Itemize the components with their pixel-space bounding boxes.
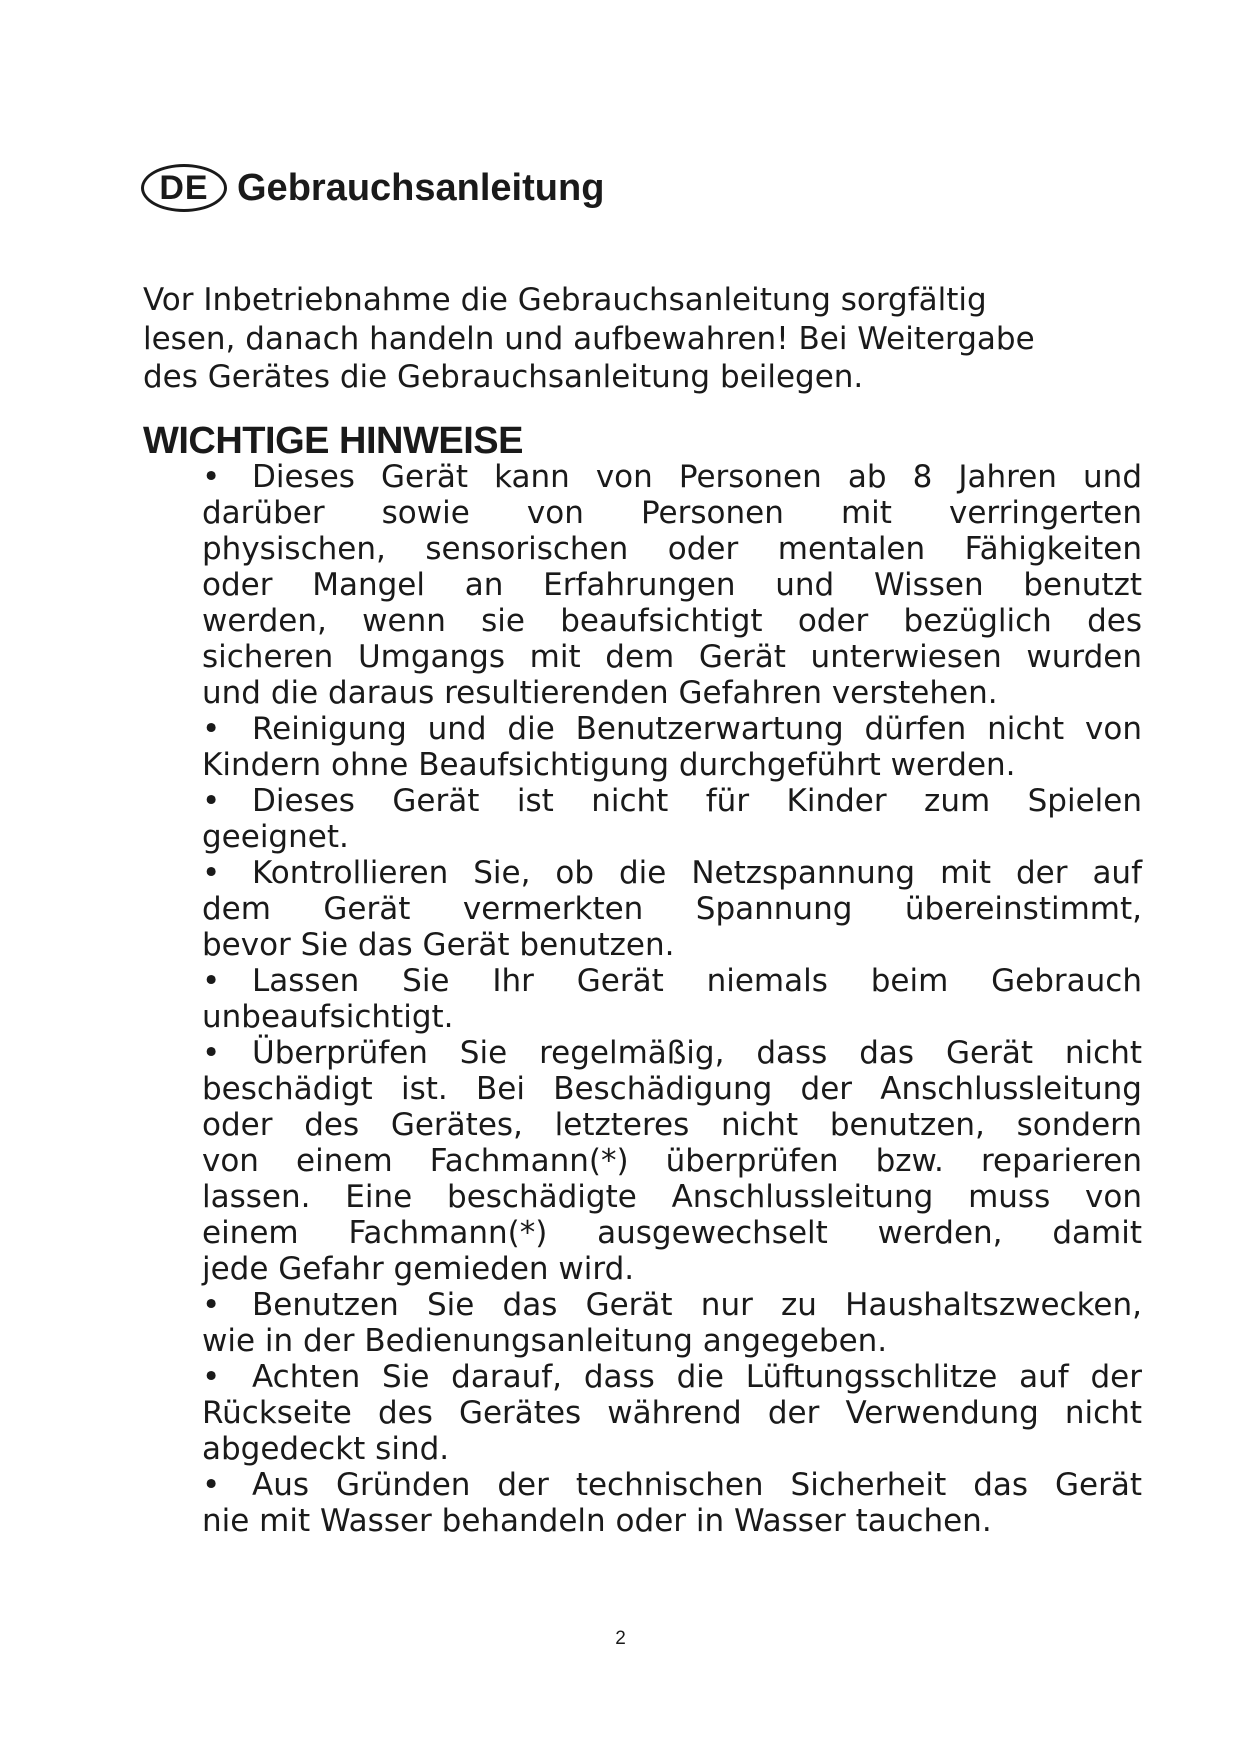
note-line	[202, 1431, 1142, 1467]
document-title: Gebrauchsanleitung	[237, 166, 605, 209]
note-text: Lassen Sie Ihr Gerät niemals beim Gebrauch	[252, 963, 1142, 999]
note-text: Dieses Gerät kann von Personen ab 8 Jahren und	[252, 459, 1142, 495]
note-text: beschädigt ist. Bei Beschädigung der Anschlussleitung	[202, 1071, 1142, 1107]
note-line	[202, 1071, 1142, 1107]
note-line	[202, 1395, 1142, 1431]
note-line	[202, 567, 1142, 603]
note-line	[202, 603, 1142, 639]
document-header	[141, 164, 604, 212]
page-number: 2	[615, 1628, 626, 1649]
note-line	[202, 459, 1142, 495]
note-text: Achten Sie darauf, dass die Lüftungsschlitze auf der	[252, 1359, 1142, 1395]
note-text: abgedeckt sind.	[202, 1431, 450, 1467]
note-line	[202, 963, 1142, 999]
note-text: oder des Gerätes, letzteres nicht benutzen, sondern	[202, 1107, 1142, 1143]
note-line	[202, 891, 1142, 927]
note-text: werden, wenn sie beaufsichtigt oder bezüglich des	[202, 603, 1142, 639]
note-line	[202, 1035, 1142, 1071]
note-item	[202, 1035, 1142, 1287]
note-item	[202, 1287, 1142, 1359]
note-line	[202, 1179, 1142, 1215]
note-text: Kontrollieren Sie, ob die Netzspannung mit der auf	[252, 855, 1142, 891]
note-item	[202, 963, 1142, 1035]
note-line	[202, 531, 1142, 567]
note-line	[202, 495, 1142, 531]
note-line	[202, 639, 1142, 675]
note-line	[202, 819, 1142, 855]
note-line	[202, 1287, 1142, 1323]
note-text: wie in der Bedienungsanleitung angegeben.	[202, 1323, 888, 1359]
note-item	[202, 783, 1142, 855]
note-line	[202, 1467, 1142, 1503]
notes-list	[202, 459, 1142, 1539]
language-badge: DE	[141, 164, 227, 212]
note-item	[202, 459, 1142, 711]
note-line	[202, 855, 1142, 891]
note-line	[202, 747, 1142, 783]
bullet-icon: •	[202, 1287, 221, 1323]
note-text: bevor Sie das Gerät benutzen.	[202, 927, 675, 963]
intro-line: Vor Inbetriebnahme die Gebrauchsanleitung sorgfältig	[143, 282, 987, 318]
note-text: von einem Fachmann(*) überprüfen bzw. reparieren	[202, 1143, 1142, 1179]
bullet-icon: •	[202, 459, 221, 495]
note-line	[202, 999, 1142, 1035]
note-line	[202, 1215, 1142, 1251]
note-text: unbeaufsichtigt.	[202, 999, 454, 1035]
note-text: Rückseite des Gerätes während der Verwendung nicht	[202, 1395, 1142, 1431]
note-text: Aus Gründen der technischen Sicherheit das Gerät	[252, 1467, 1142, 1503]
section-heading: WICHTIGE HINWEISE	[143, 420, 523, 462]
note-text: sicheren Umgangs mit dem Gerät unterwiesen wurden	[202, 639, 1142, 675]
bullet-icon: •	[202, 963, 221, 999]
note-text: lassen. Eine beschädigte Anschlussleitung muss von	[202, 1179, 1142, 1215]
note-text: Reinigung und die Benutzerwartung dürfen nicht von	[252, 711, 1142, 747]
note-line	[202, 1143, 1142, 1179]
bullet-icon: •	[202, 1467, 221, 1503]
note-line	[202, 1503, 1142, 1539]
bullet-icon: •	[202, 783, 221, 819]
note-line	[202, 1323, 1142, 1359]
note-text: dem Gerät vermerkten Spannung übereinstimmt,	[202, 891, 1142, 927]
bullet-icon: •	[202, 1035, 221, 1071]
note-text: darüber sowie von Personen mit verringerten	[202, 495, 1142, 531]
note-item	[202, 855, 1142, 963]
note-line	[202, 1251, 1142, 1287]
note-text: Überprüfen Sie regelmäßig, dass das Gerät nicht	[252, 1035, 1142, 1071]
note-text: Kindern ohne Beaufsichtigung durchgeführt werden.	[202, 747, 1016, 783]
note-text: nie mit Wasser behandeln oder in Wasser tauchen.	[202, 1503, 992, 1539]
note-line	[202, 1359, 1142, 1395]
bullet-icon: •	[202, 855, 221, 891]
note-text: geeignet.	[202, 819, 349, 855]
note-text: oder Mangel an Erfahrungen und Wissen benutzt	[202, 567, 1142, 603]
note-text: einem Fachmann(*) ausgewechselt werden, damit	[202, 1215, 1142, 1251]
note-text: Dieses Gerät ist nicht für Kinder zum Spielen	[252, 783, 1142, 819]
note-item	[202, 1467, 1142, 1539]
note-line	[202, 927, 1142, 963]
note-line	[202, 783, 1142, 819]
note-item	[202, 1359, 1142, 1467]
note-item	[202, 711, 1142, 783]
note-line	[202, 675, 1142, 711]
note-text: Benutzen Sie das Gerät nur zu Haushaltszwecken,	[252, 1287, 1142, 1323]
bullet-icon: •	[202, 1359, 221, 1395]
intro-line: lesen, danach handeln und aufbewahren! Bei Weitergabe	[143, 320, 1035, 357]
note-text: jede Gefahr gemieden wird.	[202, 1251, 635, 1287]
note-text: physischen, sensorischen oder mentalen Fähigkeiten	[202, 531, 1142, 567]
bullet-icon: •	[202, 711, 221, 747]
note-line	[202, 1107, 1142, 1143]
intro-line: des Gerätes die Gebrauchsanleitung beilegen.	[143, 359, 864, 395]
note-text: und die daraus resultierenden Gefahren verstehen.	[202, 675, 998, 711]
intro-paragraph	[143, 281, 1103, 397]
note-line	[202, 711, 1142, 747]
